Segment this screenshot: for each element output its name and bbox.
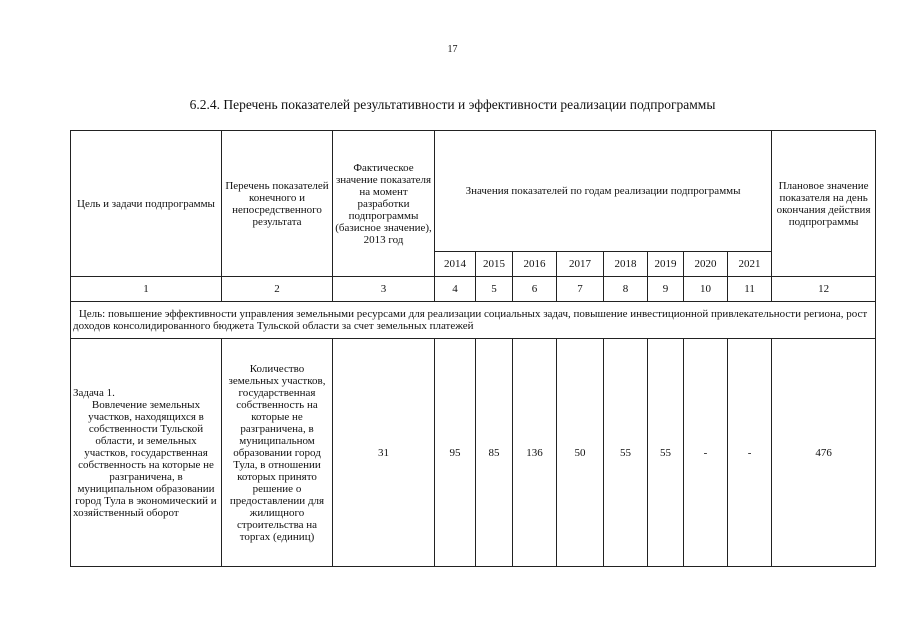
column-number: 10 [684, 277, 728, 302]
value-2017: 50 [557, 339, 604, 567]
header-indicator-list: Перечень показателей конечного и непосредственного результата [222, 131, 333, 277]
value-2021: - [728, 339, 772, 567]
year-2021: 2021 [728, 252, 772, 277]
year-2019: 2019 [648, 252, 684, 277]
base-value: 31 [333, 339, 435, 567]
task-row [71, 339, 876, 567]
task-cell [71, 339, 222, 567]
header-years-group: Значения показателей по годам реализации подпрограммы [435, 131, 772, 252]
value-2018: 55 [604, 339, 648, 567]
year-2017: 2017 [557, 252, 604, 277]
column-number: 5 [476, 277, 513, 302]
task-label: Задача 1. [73, 386, 115, 399]
header-goals-tasks: Цель и задачи подпрограммы [71, 131, 222, 277]
column-number: 8 [604, 277, 648, 302]
indicators-table [70, 130, 876, 567]
year-2014: 2014 [435, 252, 476, 277]
header-base-value: Фактическое значение показателя на момент разработки подпрограммы (базисное значение), 2013 год [333, 131, 435, 277]
task-text: Вовлечение земельных участков, находящихся в собственности Тульской области, и земельных участков, государственная собственность на которые не разграничена, в муниципальном образовании город Тула в экономический и хозяйственный оборот [73, 398, 217, 519]
value-2015: 85 [476, 339, 513, 567]
value-2014: 95 [435, 339, 476, 567]
planned-value: 476 [772, 339, 876, 567]
column-number: 3 [333, 277, 435, 302]
year-2015: 2015 [476, 252, 513, 277]
value-2019: 55 [648, 339, 684, 567]
column-number: 9 [648, 277, 684, 302]
column-number: 4 [435, 277, 476, 302]
goal-row [71, 302, 876, 339]
value-2016: 136 [513, 339, 557, 567]
indicator-text: Количество земельных участков, государственная собственность на которые не разграничена, в муниципальном образовании город Тула, в отношении которых принято решение о предоставлении для жилищного строительства на торгах (единиц) [222, 339, 333, 567]
page-number: 17 [447, 44, 458, 55]
column-number: 6 [513, 277, 557, 302]
value-2020: - [684, 339, 728, 567]
column-numbers-row [71, 277, 876, 302]
year-2016: 2016 [513, 252, 557, 277]
header-planned-value: Плановое значение показателя на день окончания действия подпрограммы [772, 131, 876, 277]
column-number: 1 [71, 277, 222, 302]
column-number: 7 [557, 277, 604, 302]
header-row [71, 131, 876, 252]
column-number: 12 [772, 277, 876, 302]
year-2020: 2020 [684, 252, 728, 277]
goal-text: Цель: повышение эффективности управления земельными ресурсами для реализации социальных задач, повышение инвестиционной привлекательности региона, рост доходов консолидированного бюджета Тульской области за счет земельных платежей [71, 302, 876, 339]
column-number: 2 [222, 277, 333, 302]
column-number: 11 [728, 277, 772, 302]
document-title: 6.2.4. Перечень показателей результативности и эффективности реализации подпрограммы [189, 97, 716, 112]
year-2018: 2018 [604, 252, 648, 277]
